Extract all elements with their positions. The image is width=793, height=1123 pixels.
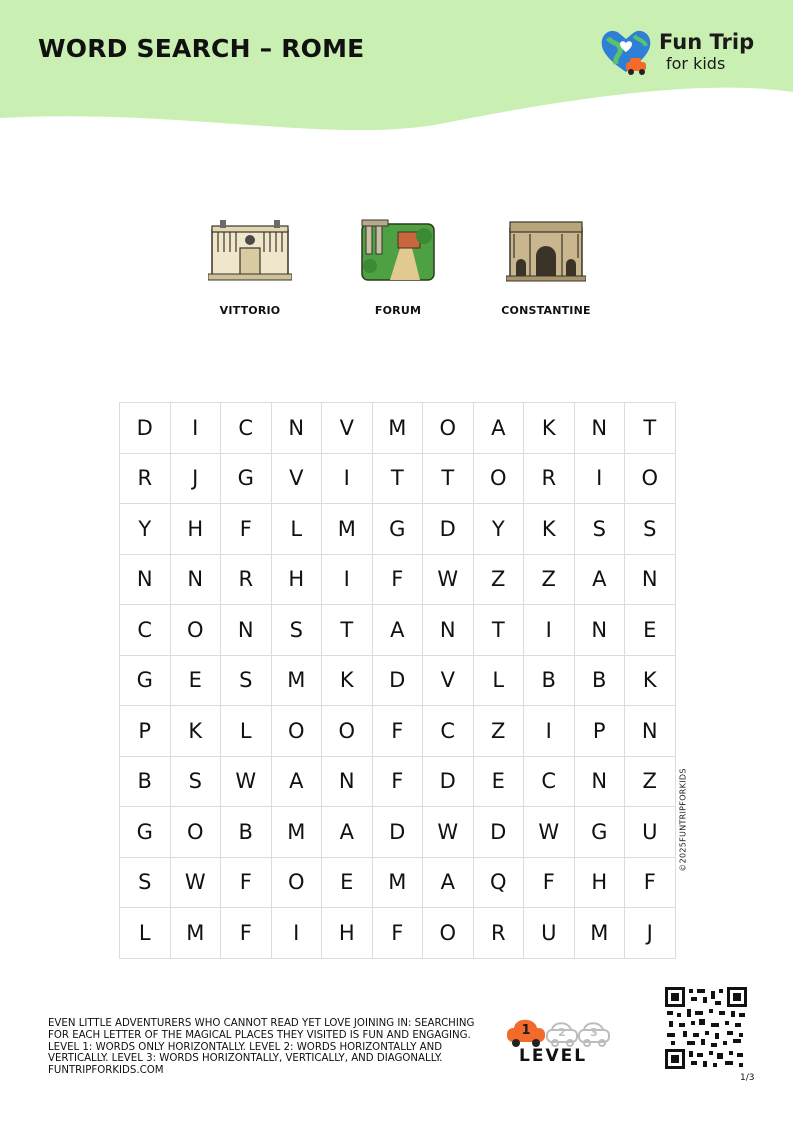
grid-cell: V (322, 403, 373, 454)
grid-cell: T (474, 605, 525, 656)
grid-cell: A (474, 403, 525, 454)
grid-cell: A (423, 858, 474, 909)
grid-cell: K (171, 706, 222, 757)
grid-cell: Y (120, 504, 171, 555)
grid-cell: S (221, 656, 272, 707)
grid-cell: L (120, 908, 171, 959)
grid-cell: E (171, 656, 222, 707)
grid-cell: A (373, 605, 424, 656)
grid-cell: R (120, 454, 171, 505)
arch-of-constantine-icon (506, 218, 586, 282)
grid-cell: P (120, 706, 171, 757)
vittoriano-monument-icon (208, 218, 292, 282)
grid-cell: T (322, 605, 373, 656)
grid-cell: N (575, 757, 626, 808)
grid-cell: O (423, 403, 474, 454)
grid-cell: F (221, 504, 272, 555)
grid-cell: D (474, 807, 525, 858)
grid-cell: N (171, 555, 222, 606)
grid-cell: D (373, 656, 424, 707)
grid-cell: F (221, 908, 272, 959)
grid-cell: K (322, 656, 373, 707)
grid-cell: S (575, 504, 626, 555)
grid-cell: I (524, 706, 575, 757)
grid-cell: N (120, 555, 171, 606)
grid-cell: Z (524, 555, 575, 606)
grid-cell: T (373, 454, 424, 505)
grid-cell: I (322, 555, 373, 606)
grid-cell: V (423, 656, 474, 707)
copyright-credit: ©2025FUNTRIPFORKIDS (678, 768, 688, 872)
grid-cell: N (575, 605, 626, 656)
grid-cell: R (221, 555, 272, 606)
grid-cell: F (524, 858, 575, 909)
grid-cell: M (373, 403, 424, 454)
grid-cell: S (120, 858, 171, 909)
page-title: WORD SEARCH – ROME (38, 34, 365, 63)
grid-cell: M (322, 504, 373, 555)
level-badge (505, 1012, 617, 1068)
grid-cell: G (120, 656, 171, 707)
grid-cell: N (322, 757, 373, 808)
grid-cell: N (272, 403, 323, 454)
grid-cell: H (272, 555, 323, 606)
grid-cell: I (272, 908, 323, 959)
grid-cell: D (373, 807, 424, 858)
heart-globe-icon (598, 26, 656, 78)
grid-cell: K (625, 656, 676, 707)
grid-cell: O (423, 908, 474, 959)
page-number: 1/3 (740, 1073, 755, 1083)
grid-cell: F (373, 908, 424, 959)
grid-cell: R (524, 454, 575, 505)
grid-cell: N (221, 605, 272, 656)
grid-cell: L (272, 504, 323, 555)
level-1-number: 1 (521, 1023, 531, 1038)
grid-cell: W (524, 807, 575, 858)
grid-cell: O (322, 706, 373, 757)
grid-cell: B (120, 757, 171, 808)
grid-cell: M (171, 908, 222, 959)
grid-cell: Z (474, 706, 525, 757)
brand-logo (598, 26, 758, 78)
grid-cell: K (524, 504, 575, 555)
grid-cell: V (272, 454, 323, 505)
grid-cell: F (373, 706, 424, 757)
grid-cell: O (625, 454, 676, 505)
grid-cell: J (625, 908, 676, 959)
grid-cell: I (171, 403, 222, 454)
grid-cell: C (221, 403, 272, 454)
word-label: VITTORIO (219, 304, 281, 317)
grid-cell: A (272, 757, 323, 808)
grid-cell: F (221, 858, 272, 909)
grid-cell: G (373, 504, 424, 555)
grid-cell: O (171, 605, 222, 656)
footer-description: EVEN LITTLE ADVENTURERS WHO CANNOT READ YET LOVE JOINING IN: SEARCHING FOR EACH LETTER OF THE MAGICAL PLACES THEY VISITED IS FUN AND ENGAGING. LEVEL 1: WORDS ONLY HORIZONTALLY. LEVEL 2: WORDS HORIZONTALLY AND VERTICALLY. LEVEL 3: WORDS HORIZONTALLY, VERTICALLY, AND DIAGONALLY. FUNTRIPFORKIDS.COM (48, 1018, 475, 1077)
grid-cell: O (474, 454, 525, 505)
grid-cell: T (625, 403, 676, 454)
grid-cell: O (272, 858, 323, 909)
grid-cell: W (171, 858, 222, 909)
grid-cell: N (625, 555, 676, 606)
grid-cell: W (221, 757, 272, 808)
grid-cell: S (171, 757, 222, 808)
grid-cell: B (575, 656, 626, 707)
grid-cell: O (171, 807, 222, 858)
word-search-grid (119, 402, 676, 959)
level-2-number: 2 (558, 1026, 566, 1039)
word-label: FORUM (374, 304, 422, 317)
grid-cell: Z (625, 757, 676, 808)
grid-cell: N (423, 605, 474, 656)
grid-cell: M (575, 908, 626, 959)
grid-cell: I (524, 605, 575, 656)
grid-cell: Q (474, 858, 525, 909)
grid-cell: G (221, 454, 272, 505)
grid-cell: D (423, 757, 474, 808)
grid-cell: U (625, 807, 676, 858)
grid-cell: F (373, 757, 424, 808)
grid-cell: A (575, 555, 626, 606)
brand-name-line1: Fun Trip (659, 30, 755, 54)
grid-cell: J (171, 454, 222, 505)
grid-cell: C (120, 605, 171, 656)
grid-cell: Z (474, 555, 525, 606)
grid-cell: G (575, 807, 626, 858)
grid-cell: M (272, 656, 323, 707)
grid-cell: S (625, 504, 676, 555)
grid-cell: L (474, 656, 525, 707)
grid-cell: G (120, 807, 171, 858)
word-card (328, 218, 468, 317)
grid-cell: D (120, 403, 171, 454)
grid-cell: F (625, 858, 676, 909)
grid-cell: W (423, 807, 474, 858)
qr-code (665, 987, 747, 1069)
grid-cell: R (474, 908, 525, 959)
grid-cell: B (524, 656, 575, 707)
grid-cell: T (423, 454, 474, 505)
grid-cell: A (322, 807, 373, 858)
level-3-number: 3 (590, 1026, 598, 1039)
grid-cell: E (474, 757, 525, 808)
word-card (476, 218, 616, 317)
grid-cell: B (221, 807, 272, 858)
grid-cell: I (322, 454, 373, 505)
word-card (180, 218, 320, 317)
grid-cell: F (373, 555, 424, 606)
grid-cell: H (575, 858, 626, 909)
grid-cell: U (524, 908, 575, 959)
level-label: LEVEL (519, 1046, 588, 1066)
grid-cell: N (625, 706, 676, 757)
grid-cell: I (575, 454, 626, 505)
grid-cell: H (171, 504, 222, 555)
grid-cell: W (423, 555, 474, 606)
grid-cell: E (322, 858, 373, 909)
brand-name-line2: for kids (666, 54, 726, 73)
grid-cell: N (575, 403, 626, 454)
grid-cell: C (423, 706, 474, 757)
grid-cell: M (272, 807, 323, 858)
word-label: CONSTANTINE (501, 304, 591, 317)
grid-cell: D (423, 504, 474, 555)
grid-cell: M (373, 858, 424, 909)
roman-forum-icon (360, 218, 436, 282)
grid-cell: Y (474, 504, 525, 555)
grid-cell: L (221, 706, 272, 757)
grid-cell: C (524, 757, 575, 808)
grid-cell: P (575, 706, 626, 757)
grid-cell: S (272, 605, 323, 656)
grid-cell: O (272, 706, 323, 757)
word-list (180, 218, 612, 328)
grid-cell: E (625, 605, 676, 656)
grid-cell: K (524, 403, 575, 454)
grid-cell: H (322, 908, 373, 959)
